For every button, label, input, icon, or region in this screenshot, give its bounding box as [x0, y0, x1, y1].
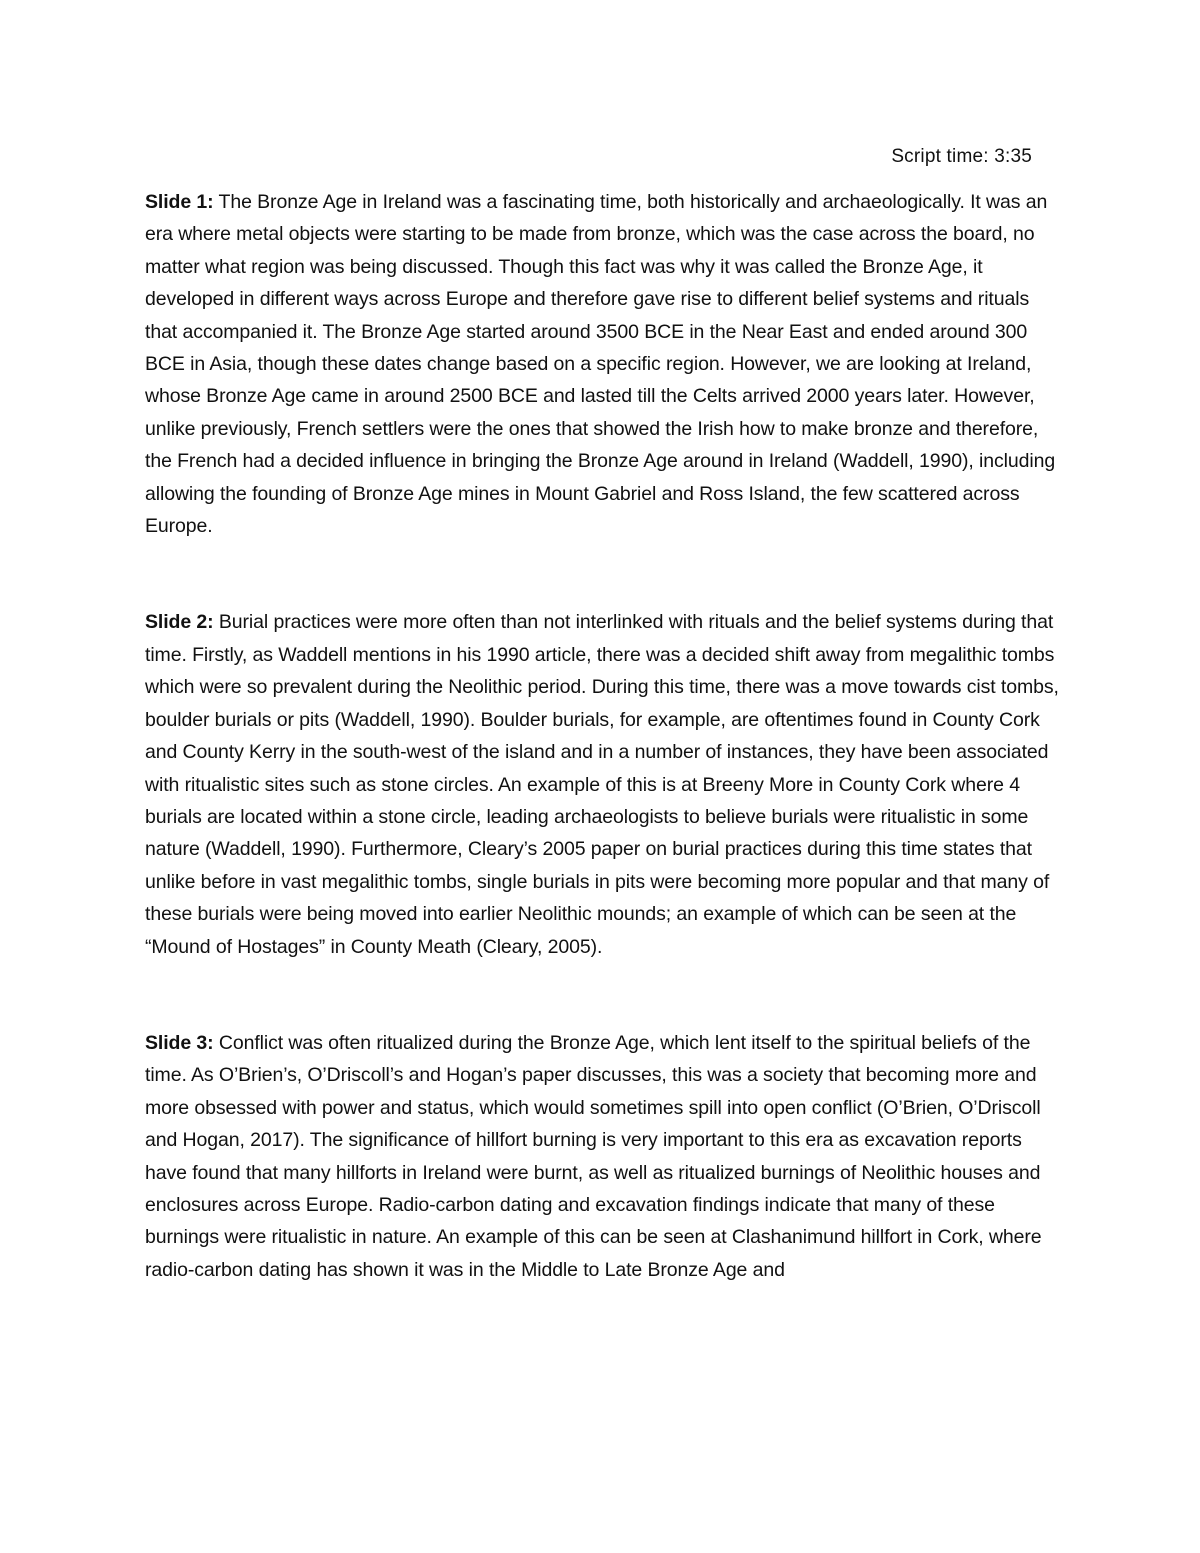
- slide-1-text: The Bronze Age in Ireland was a fascinating time, both historically and archaeologically. It was an era where metal objects were starting to be made from bronze, which was the case across the board, no matter what region was being discussed. Though this fact was why it was called the Bronze Age, it developed in different ways across Europe and therefore gave rise to different belief systems and rituals that accompanied it. The Bronze Age started around 3500 BCE in the Near East and ended around 300 BCE in Asia, though these dates change based on a specific region. However, we are looking at Ireland, whose Bronze Age came in around 2500 BCE and lasted till the Celts arrived 2000 years later. However, unlike previously, French settlers were the ones that showed the Irish how to make bronze and therefore, the French had a decided influence in bringing the Bronze Age around in Ireland (Waddell, 1990), including allowing the founding of Bronze Age mines in Mount Gabriel and Ross Island, the few scattered across Europe.: [145, 191, 1056, 538]
- document-body: [145, 186, 1065, 1286]
- slide-3-label: Slide 3:: [145, 1031, 214, 1054]
- slide-3-text: Conflict was often ritualized during the Bronze Age, which lent itself to the spiritual beliefs of the time. As O’Brien’s, O’Driscoll’s and Hogan’s paper discusses, this was a society that becoming more and more obsessed with power and status, which would sometimes spill into open conflict (O’Brien, O’Driscoll and Hogan, 2017). The significance of hillfort burning is very important to this era as excavation reports have found that many hillforts in Ireland were burnt, as well as ritualized burnings of Neolithic houses and enclosures across Europe. Radio-carbon dating and excavation findings indicate that many of these burnings were ritualistic in nature. An example of this can be seen at Clashanimund hillfort in Cork, where radio-carbon dating has shown it was in the Middle to Late Bronze Age and: [145, 1031, 1042, 1281]
- script-time-note: Script time: 3:35: [891, 146, 1032, 167]
- slide-2-paragraph: [145, 606, 1065, 962]
- slide-1-paragraph: [145, 186, 1065, 542]
- slide-2-label: Slide 2:: [145, 611, 214, 634]
- slide-1-label: Slide 1:: [145, 191, 214, 213]
- slide-3-paragraph: [145, 1027, 1065, 1286]
- slide-2-text: Burial practices were more often than not interlinked with rituals and the belief systems during that time. Firstly, as Waddell mentions in his 1990 article, there was a decided shift away from megalithic tombs which were so prevalent during the Neolithic period. During this time, there was a move towards cist tombs, boulder burials or pits (Waddell, 1990). Boulder burials, for example, are oftentimes found in County Cork and County Kerry in the south-west of the island and in a number of instances, they have been associated with ritualistic sites such as stone circles. An example of this is at Breeny More in County Cork where 4 burials are located within a stone circle, leading archaeologists to believe burials were ritualistic in some nature (Waddell, 1990). Furthermore, Cleary’s 2005 paper on burial practices during this time states that unlike before in vast megalithic tombs, single burials in pits were becoming more popular and that many of these burials were being moved into earlier Neolithic mounds; an example of which can be seen at the “Mound of Hostages” in County Meath (Cleary, 2005).: [145, 611, 1059, 958]
